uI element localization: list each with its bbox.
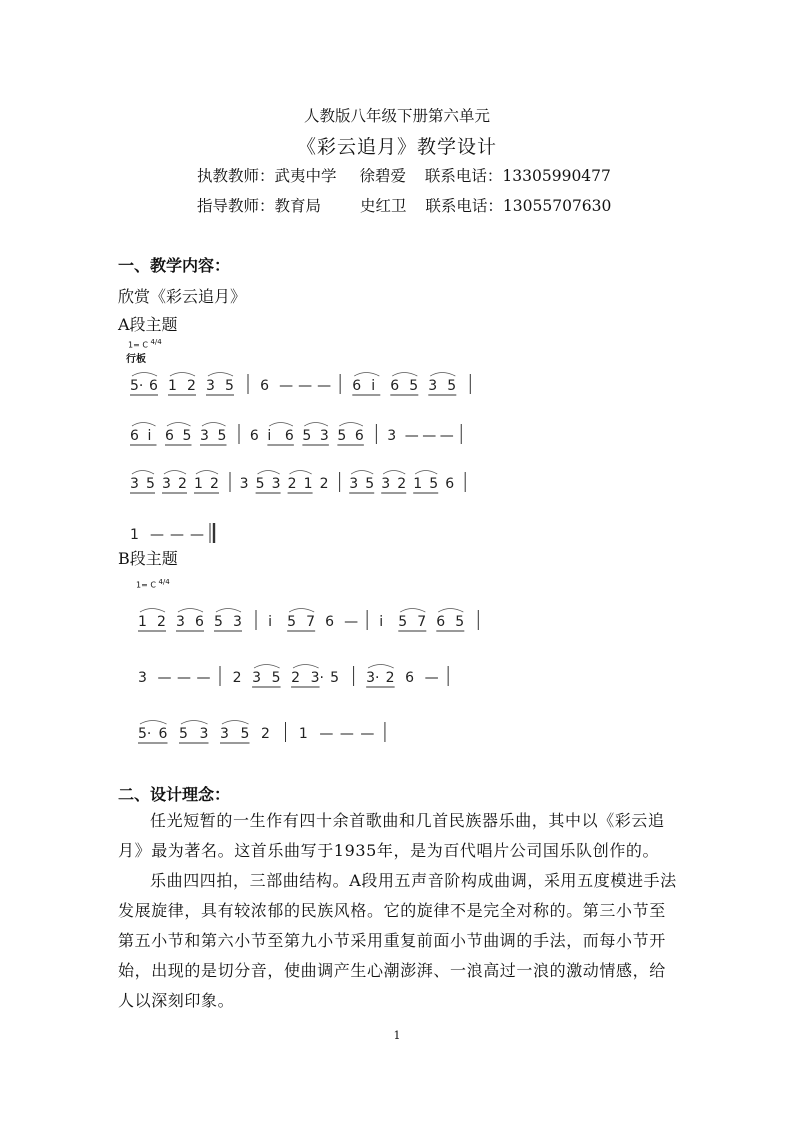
note: 2: [232, 670, 242, 686]
advisor-label: 指导教师：教育局: [197, 197, 322, 215]
note: 3: [319, 428, 329, 444]
page-title: 《彩云追月》教学设计: [296, 136, 497, 158]
dash-note: —: [157, 670, 172, 686]
slur: [289, 609, 314, 613]
note: 6: [195, 614, 204, 630]
dash-note: —: [344, 614, 359, 630]
slur: [293, 665, 319, 669]
slur: [290, 471, 312, 475]
note: 6: [165, 428, 174, 444]
slur: [269, 423, 293, 427]
note: 5·: [130, 378, 144, 394]
note: 2: [319, 476, 329, 492]
dash-note: —: [424, 670, 439, 686]
slur: [304, 423, 328, 427]
theme-b-label: B段主题: [118, 549, 178, 568]
note: 3: [206, 378, 215, 394]
note: 3·: [366, 670, 380, 686]
slur: [222, 721, 249, 725]
dash-note: —: [439, 428, 454, 444]
note: 2: [385, 670, 395, 686]
note: 5: [330, 670, 339, 686]
teacher-phone: 联系电话：13305990477: [424, 167, 611, 185]
note: 3: [349, 476, 359, 492]
note: 5: [287, 614, 297, 630]
dash-note: —: [190, 527, 204, 543]
note: i: [379, 614, 384, 630]
note: 6: [149, 378, 158, 394]
slur: [202, 423, 226, 427]
theme-b-key-text: 1= C: [136, 580, 156, 590]
note: 2: [261, 726, 270, 742]
slur: [196, 471, 218, 475]
note: 3: [199, 726, 209, 742]
theme-a-tempo: 行板: [126, 354, 146, 365]
dash-note: —: [404, 428, 419, 444]
note: 5: [214, 614, 223, 630]
note: 1: [194, 476, 203, 492]
slur: [254, 665, 280, 669]
note: 3: [162, 476, 171, 492]
dash-note: —: [298, 378, 313, 394]
note: 6: [354, 428, 364, 444]
note: 5: [146, 476, 155, 492]
note: 1: [130, 527, 139, 543]
slur: [170, 373, 195, 377]
note: 5·: [138, 726, 152, 742]
dash-note: —: [279, 378, 294, 394]
section2-heading: 二、设计理念：: [118, 785, 231, 804]
slur: [392, 373, 417, 377]
note: 5: [255, 476, 265, 492]
note: 3: [138, 670, 147, 686]
slur: [258, 471, 280, 475]
theme-a-line-1: [128, 368, 488, 408]
note: 5: [429, 476, 439, 492]
dash-note: —: [319, 726, 334, 742]
note: 6: [325, 614, 335, 630]
slur: [438, 609, 463, 613]
note: 5: [240, 726, 250, 742]
note: 2: [210, 476, 219, 492]
note: 7: [417, 614, 427, 630]
slur: [178, 609, 203, 613]
note: 6: [352, 378, 362, 394]
note: 5: [217, 428, 227, 444]
slur: [430, 373, 455, 377]
slur: [216, 609, 241, 613]
note: 6: [436, 614, 446, 630]
note: 6: [284, 428, 294, 444]
slur: [181, 721, 208, 725]
advisor-name: 史红卫: [359, 197, 407, 215]
theme-a-key: 1= C 4/4: [128, 338, 162, 350]
advisor-phone: 联系电话：13055707630: [425, 197, 612, 215]
note: 2: [157, 614, 166, 630]
dash-note: —: [177, 670, 191, 686]
note: 3·: [310, 670, 324, 686]
slur: [354, 373, 379, 377]
teacher-row: [197, 164, 611, 186]
note: 3: [130, 476, 139, 492]
note: 3: [233, 614, 242, 630]
dash-note: —: [339, 726, 354, 742]
note: 3: [239, 476, 249, 492]
theme-a-label: A段主题: [118, 315, 178, 334]
slur: [140, 721, 167, 725]
note: 3: [176, 614, 185, 630]
teacher-name: 徐碧爱: [359, 167, 406, 185]
slur: [351, 471, 373, 475]
paragraph-2: 乐曲四四拍，三部曲结构。A段用五声音阶构成曲调，采用五度模进手法发展旋律，具有较浓郁的民族风格。它的旋律不是完全对称的。第三小节至第五小节和第六小节至第九小节采用重复前面小节曲调的手法，而每小节开始，出现的是切分音，使曲调产生心潮澎湃、一浪高过一浪的激动情感，给人以深刻印象。: [118, 871, 677, 1010]
paragraph-1: 任光短暂的一生作有四十余首歌曲和几首民族器乐曲，其中以《彩云追月》最为著名。这首乐曲写于1935年，是为百代唱片公司国乐队创作的。: [118, 811, 665, 860]
note: 5: [182, 428, 192, 444]
note: 5: [365, 476, 375, 492]
advisor-row: [197, 194, 611, 216]
note: 5: [337, 428, 347, 444]
slur: [132, 373, 157, 377]
note: 3: [252, 670, 261, 686]
note: 5: [225, 378, 234, 394]
note: 3: [271, 476, 281, 492]
note: 1: [168, 378, 177, 394]
note: 5: [271, 670, 281, 686]
note: 5: [302, 428, 312, 444]
note: 6: [390, 378, 400, 394]
slur: [164, 471, 186, 475]
theme-b-key: 1= C 4/4: [136, 578, 170, 590]
dash-note: —: [170, 527, 184, 543]
theme-b-line-3: [136, 716, 496, 756]
note: 5: [455, 614, 465, 630]
note: 3: [381, 476, 391, 492]
note: 1: [413, 476, 423, 492]
note: 6: [158, 726, 168, 742]
note: i: [267, 428, 272, 444]
dash-note: —: [150, 527, 164, 543]
note: 5: [409, 378, 419, 394]
page-number: 1: [393, 1029, 401, 1042]
note: 6: [260, 378, 270, 394]
section1-heading: 一、教学内容：: [118, 256, 231, 275]
note: 5: [179, 726, 188, 742]
slur: [208, 373, 233, 377]
note: 2: [287, 476, 297, 492]
note: 6: [445, 476, 455, 492]
note: i: [147, 428, 152, 444]
dash-note: —: [360, 726, 375, 742]
note: 5: [398, 614, 408, 630]
theme-b-line-2: [136, 660, 496, 700]
note: 5: [447, 378, 457, 394]
note: 3: [220, 726, 229, 742]
slur: [383, 471, 405, 475]
note: 6: [130, 428, 139, 444]
slur: [132, 471, 154, 475]
teacher-label: 执教教师：武夷中学: [197, 167, 337, 185]
piece-title: 欣赏《彩云追月》: [118, 287, 247, 306]
note: i: [268, 614, 273, 630]
note: 2: [187, 378, 196, 394]
note: 2: [397, 476, 407, 492]
slur: [415, 471, 437, 475]
note: 3: [200, 428, 209, 444]
theme-a-key-text: 1= C: [128, 340, 148, 350]
dash-note: —: [422, 428, 437, 444]
theme-a-line-3: [128, 466, 488, 506]
note: 7: [306, 614, 316, 630]
note: 3: [387, 428, 397, 444]
note: 1: [298, 726, 308, 742]
note: 2: [291, 670, 300, 686]
dash-note: —: [196, 670, 211, 686]
theme-b-line-1: [136, 604, 496, 644]
note: 1: [138, 614, 147, 630]
slur: [132, 423, 156, 427]
note: i: [371, 378, 376, 394]
slur: [167, 423, 191, 427]
slur: [400, 609, 425, 613]
dash-note: —: [317, 378, 332, 394]
slur: [368, 665, 394, 669]
theme-a-line-2: [128, 418, 488, 458]
theme-a-line-4: [128, 517, 488, 557]
note: 6: [405, 670, 415, 686]
note: 1: [303, 476, 313, 492]
note: 2: [178, 476, 187, 492]
slur: [339, 423, 363, 427]
note: 3: [428, 378, 438, 394]
note: 6: [249, 428, 259, 444]
slur: [140, 609, 165, 613]
textbook-unit: 人教版八年级下册第六单元: [303, 107, 490, 125]
